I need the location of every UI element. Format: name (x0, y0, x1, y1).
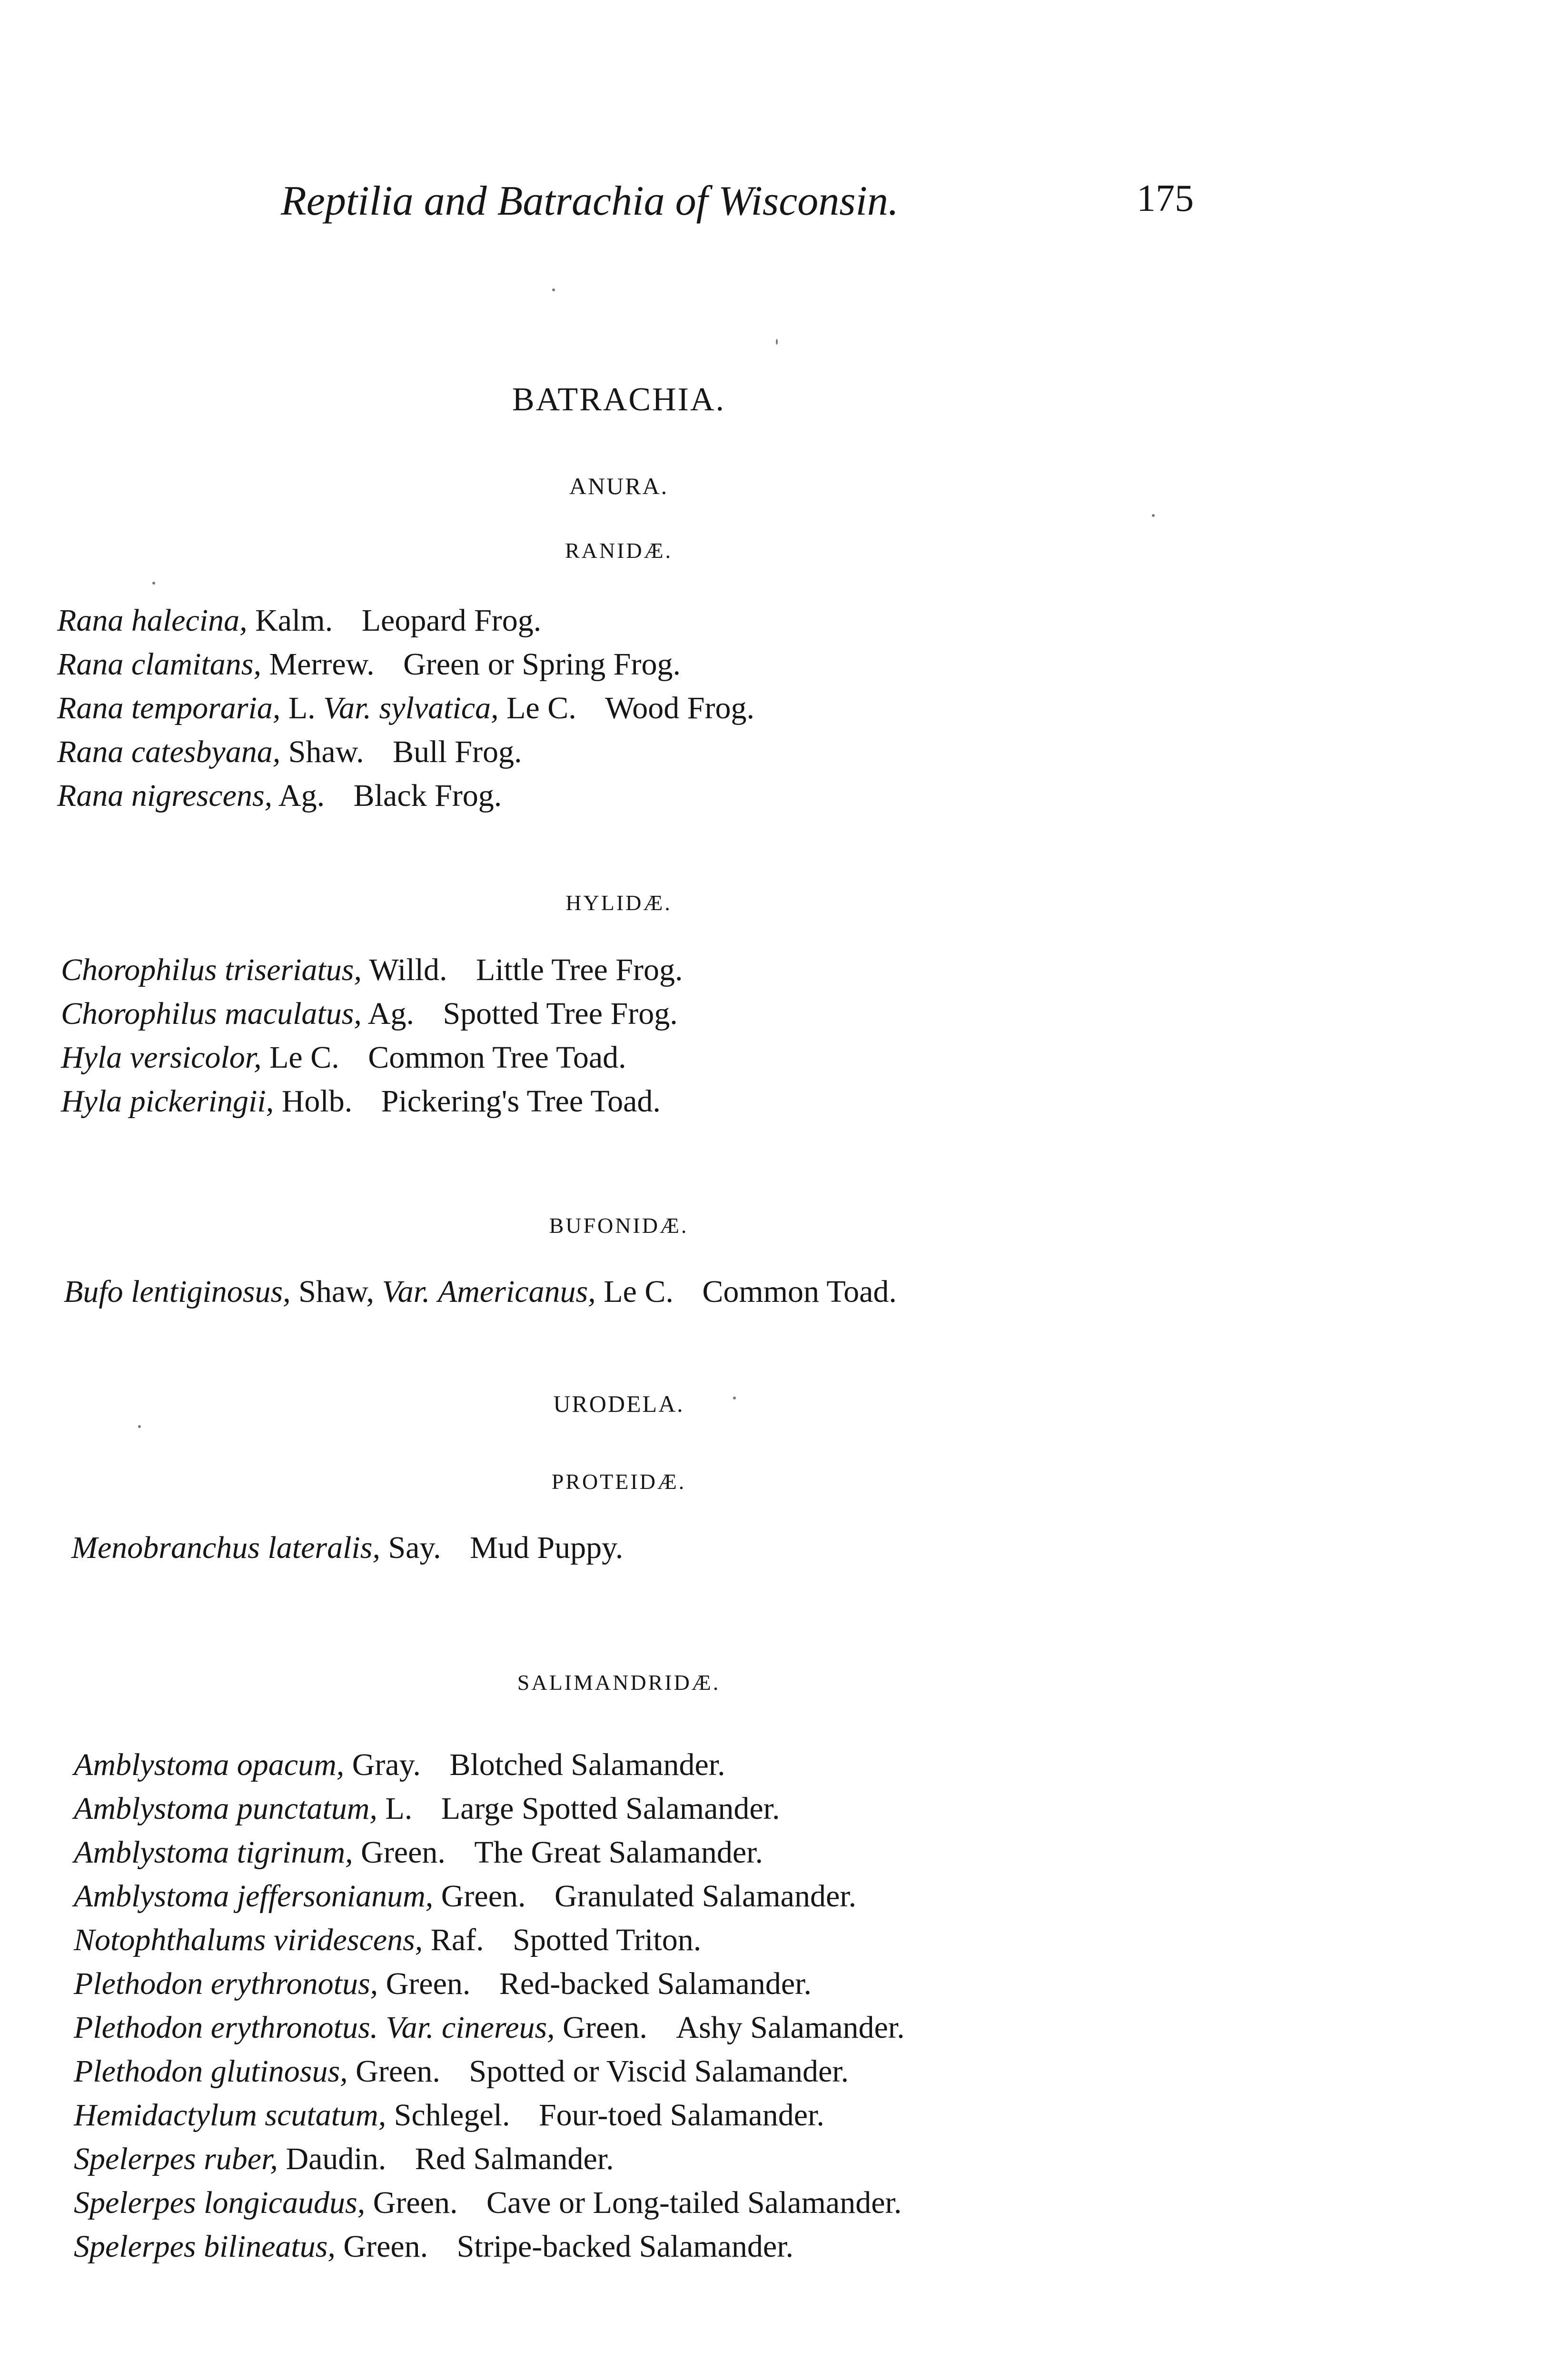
variety-authority: Le C. (604, 1274, 674, 1309)
authority: Raf. (430, 1923, 484, 1957)
authority: Green. (386, 1966, 471, 2001)
scan-speck (776, 339, 778, 345)
authority: Schlegel. (394, 2098, 510, 2132)
family-heading-hylidae: HYLIDÆ. (565, 891, 672, 915)
scientific-name: Plethodon erythronotus. (74, 2010, 378, 2045)
scientific-name: Spelerpes bilineatus, (74, 2229, 336, 2264)
scientific-name: Rana halecina, (57, 603, 248, 638)
common-name: Mud Puppy. (470, 1530, 624, 1565)
species-entry (74, 2097, 824, 2133)
common-name: Common Tree Toad. (368, 1040, 626, 1075)
variety-label: Var. (323, 691, 372, 725)
species-entry (61, 1040, 626, 1076)
common-name: Pickering's Tree Toad. (381, 1084, 661, 1119)
species-entry (74, 2229, 793, 2265)
common-name: Bull Frog. (393, 734, 522, 769)
scientific-name: Amblystoma opacum, (74, 1747, 345, 1782)
scientific-name: Plethodon erythronotus, (74, 1966, 378, 2001)
common-name: Spotted Tree Frog. (443, 996, 678, 1031)
scientific-name: Notophthalums viridescens, (74, 1923, 423, 1957)
authority: Say. (388, 1530, 441, 1565)
authority: L. (288, 691, 316, 725)
scientific-name: Rana nigrescens, (57, 778, 273, 813)
scientific-name: Rana catesbyana, (57, 734, 281, 769)
authority: Daudin. (286, 2142, 386, 2176)
page-number: 175 (1137, 178, 1194, 219)
species-entry (74, 1791, 780, 1827)
species-entry (74, 1835, 763, 1871)
common-name: Common Toad. (702, 1274, 897, 1309)
species-entry (57, 734, 522, 770)
authority: Kalm. (255, 603, 333, 638)
authority: Green. (441, 1879, 526, 1914)
scan-speck (152, 582, 155, 585)
authority: L. (385, 1791, 413, 1826)
authority: Green. (356, 2054, 440, 2089)
common-name: Leopard Frog. (361, 603, 542, 638)
authority: Shaw. (288, 734, 364, 769)
species-entry (61, 996, 678, 1032)
authority: Gray. (352, 1747, 421, 1782)
authority: Merrew. (269, 647, 375, 682)
variety-label: Var. (386, 2010, 434, 2045)
scan-speck (1152, 514, 1155, 517)
common-name: Spotted or Viscid Salamander. (469, 2054, 849, 2089)
scientific-name: Amblystoma punctatum, (74, 1791, 377, 1826)
species-entry (57, 778, 502, 814)
species-entry (57, 646, 681, 683)
scan-speck (733, 1397, 736, 1399)
authority: Green. (343, 2229, 428, 2264)
species-entry (64, 1274, 897, 1310)
species-entry (71, 1530, 623, 1566)
scientific-name: Hemidactylum scutatum, (74, 2098, 386, 2132)
species-entry (57, 690, 754, 726)
common-name: Blotched Salamander. (449, 1747, 725, 1782)
common-name: Ashy Salamander. (676, 2010, 905, 2045)
common-name: Spotted Triton. (513, 1923, 702, 1957)
running-title: Reptilia and Batrachia of Wisconsin. (281, 178, 899, 224)
family-heading-salimandridae: SALIMANDRIDÆ. (517, 1670, 721, 1695)
scientific-name: Hyla pickeringii, (61, 1084, 274, 1119)
scan-speck (552, 288, 555, 291)
family-heading-proteidae: PROTEIDÆ. (551, 1469, 686, 1494)
species-entry (74, 2185, 902, 2221)
scientific-name: Amblystoma tigrinum, (74, 1835, 353, 1870)
common-name: Little Tree Frog. (476, 952, 683, 987)
common-name: Stripe-backed Salamander. (456, 2229, 794, 2264)
common-name: Cave or Long-tailed Salamander. (486, 2185, 902, 2220)
common-name: Large Spotted Salamander. (441, 1791, 780, 1826)
family-heading-ranidae: RANIDÆ. (565, 538, 673, 563)
common-name: Green or Spring Frog. (403, 647, 681, 682)
family-heading-bufonidae: BUFONIDÆ. (549, 1213, 689, 1238)
order-heading-urodela: URODELA. (553, 1390, 684, 1417)
scientific-name: Spelerpes ruber, (74, 2142, 278, 2176)
common-name: Red-backed Salamander. (499, 1966, 812, 2001)
class-heading: BATRACHIA. (512, 381, 726, 418)
order-heading-anura: ANURA. (569, 473, 669, 499)
common-name: The Great Salamander. (474, 1835, 763, 1870)
scientific-name: Menobranchus lateralis, (71, 1530, 380, 1565)
variety-name: sylvatica, (379, 691, 499, 725)
scientific-name: Rana clamitans, (57, 647, 261, 682)
species-entry (74, 2010, 905, 2046)
common-name: Four-toed Salamander. (538, 2098, 824, 2132)
authority: Green. (361, 1835, 446, 1870)
species-entry (57, 603, 541, 639)
variety-authority: Le C. (506, 691, 576, 725)
species-entry (74, 1966, 812, 2002)
variety-name: cinereus, (442, 2010, 555, 2045)
authority: Ag. (278, 778, 325, 813)
scientific-name: Spelerpes longicaudus, (74, 2185, 366, 2220)
authority: Willd. (369, 952, 447, 987)
variety-label: Var. (382, 1274, 430, 1309)
species-entry (61, 1083, 661, 1120)
scientific-name: Chorophilus maculatus, (61, 996, 362, 1031)
common-name: Black Frog. (353, 778, 502, 813)
scientific-name: Bufo lentiginosus, (64, 1274, 291, 1309)
species-entry (74, 2141, 614, 2177)
authority: Ag. (367, 996, 414, 1031)
scan-speck (138, 1425, 141, 1428)
variety-authority: Green. (563, 2010, 647, 2045)
common-name: Wood Frog. (605, 691, 754, 725)
common-name: Red Salmander. (415, 2142, 614, 2176)
variety-name: Americanus, (437, 1274, 596, 1309)
authority: Le C. (269, 1040, 339, 1075)
scientific-name: Chorophilus triseriatus, (61, 952, 362, 987)
scientific-name: Amblystoma jeffersonianum, (74, 1879, 434, 1914)
scientific-name: Plethodon glutinosus, (74, 2054, 348, 2089)
authority: Shaw, (298, 1274, 375, 1309)
common-name: Granulated Salamander. (555, 1879, 857, 1914)
scientific-name: Rana temporaria, (57, 691, 281, 725)
authority: Green. (373, 2185, 458, 2220)
species-entry (74, 2053, 849, 2090)
scientific-name: Hyla versicolor, (61, 1040, 262, 1075)
species-entry (74, 1878, 856, 1914)
species-entry (74, 1922, 701, 1958)
species-entry (74, 1747, 725, 1783)
species-entry (61, 952, 683, 988)
authority: Holb. (281, 1084, 353, 1119)
